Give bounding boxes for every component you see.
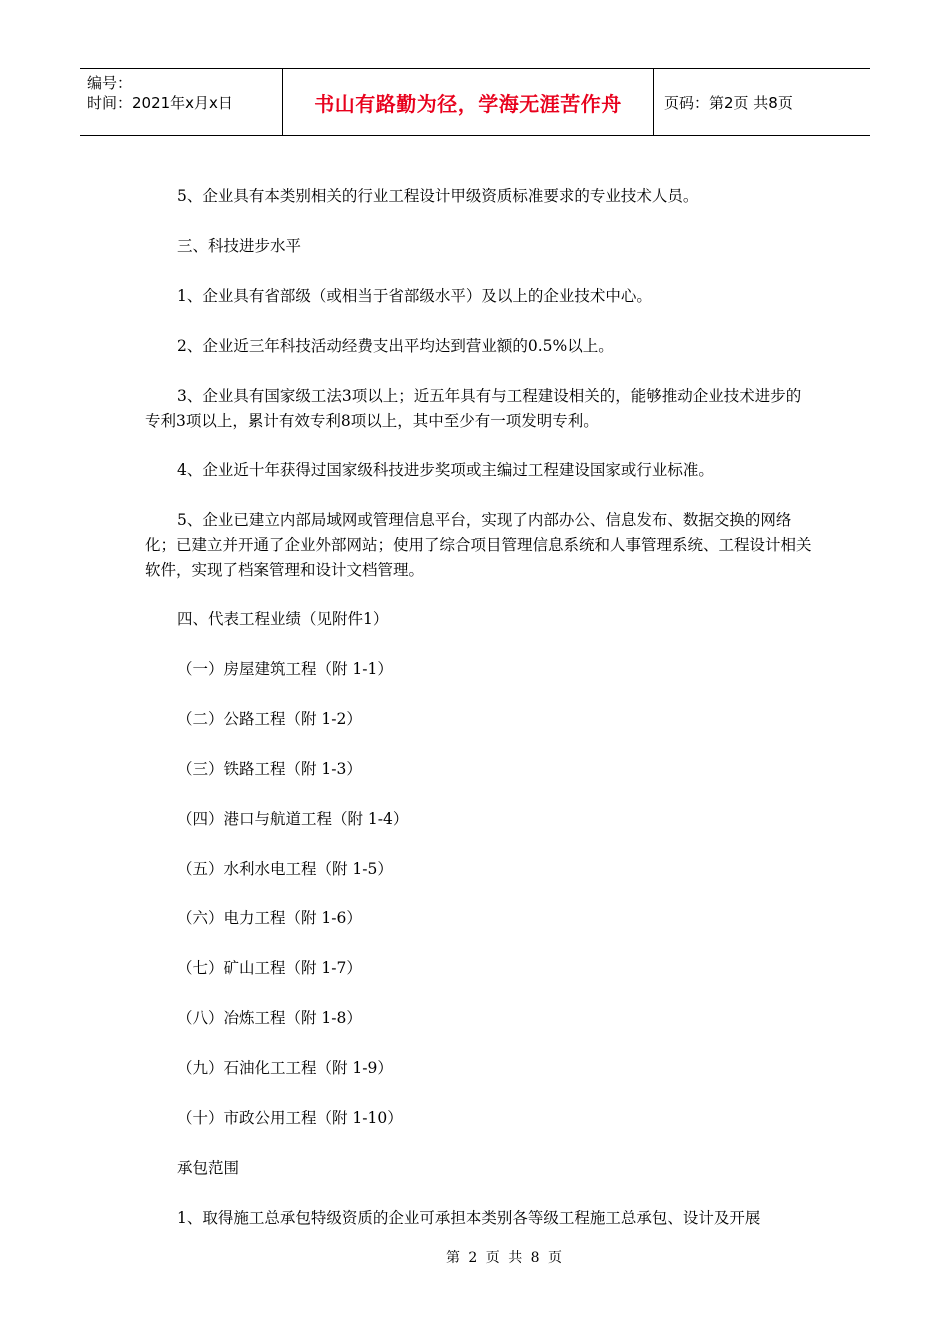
- paragraph-awards: 4、企业近十年获得过国家级科技进步奖项或主编过工程建设国家或行业标准。: [177, 461, 714, 479]
- paragraph-information-system: 5、企业已建立内部局域网或管理信息平台，实现了内部办公、信息发布、数据交换的网络化；已建立并开通了企业外部网站；使用了综合项目管理信息系统和人事管理系统、工程设计相关软件，实现了档案管理和设计文档管理。: [145, 511, 812, 579]
- paragraph-tech-center: 1、企业具有省部级（或相当于省部级水平）及以上的企业技术中心。: [177, 287, 652, 305]
- project-item-highway: （二）公路工程（附 1-2）: [177, 710, 362, 728]
- project-item-municipal: （十）市政公用工程（附 1-10）: [177, 1109, 403, 1127]
- project-item-smelting: （八）冶炼工程（附 1-8）: [177, 1009, 362, 1027]
- project-item-hydropower: （五）水利水电工程（附 1-5）: [177, 860, 393, 878]
- header-page-info: 页码：第2页 共8页: [664, 93, 793, 112]
- project-item-port: （四）港口与航道工程（附 1-4）: [177, 810, 409, 828]
- section-heading-contract-scope: 承包范围: [177, 1159, 240, 1177]
- section-heading-tech-progress: 三、科技进步水平: [177, 237, 302, 255]
- paragraph-contract-scope-1: 1、取得施工总承包特级资质的企业可承担本类别各等级工程施工总承包、设计及开展: [177, 1209, 761, 1227]
- paragraph-staff-requirement: 5、企业具有本类别相关的行业工程设计甲级资质标准要求的专业技术人员。: [177, 187, 699, 205]
- page-footer: 第 2 页 共 8 页: [445, 1250, 565, 1266]
- project-item-electric: （六）电力工程（附 1-6）: [177, 909, 362, 927]
- project-item-housing: （一）房屋建筑工程（附 1-1）: [177, 660, 393, 678]
- section-heading-representative-projects: 四、代表工程业绩（见附件1）: [177, 610, 389, 628]
- header-meta: [80, 69, 283, 135]
- project-item-railway: （三）铁路工程（附 1-3）: [177, 760, 362, 778]
- project-item-mining: （七）矿山工程（附 1-7）: [177, 959, 362, 977]
- header-motto: 书山有路勤为径，学海无涯苦作舟: [283, 69, 654, 135]
- document-number-label: 编号：: [87, 74, 133, 92]
- page-header: [80, 68, 870, 136]
- project-item-petrochemical: （九）石油化工工程（附 1-9）: [177, 1059, 393, 1077]
- paragraph-patents: 3、企业具有国家级工法3项以上；近五年具有与工程建设相关的，能够推动企业技术进步的专利3项以上，累计有效专利8项以上，其中至少有一项发明专利。: [145, 387, 802, 430]
- document-time: 时间：2021年x月x日: [87, 94, 233, 112]
- paragraph-rd-expense: 2、企业近三年科技活动经费支出平均达到营业额的0.5%以上。: [177, 337, 614, 355]
